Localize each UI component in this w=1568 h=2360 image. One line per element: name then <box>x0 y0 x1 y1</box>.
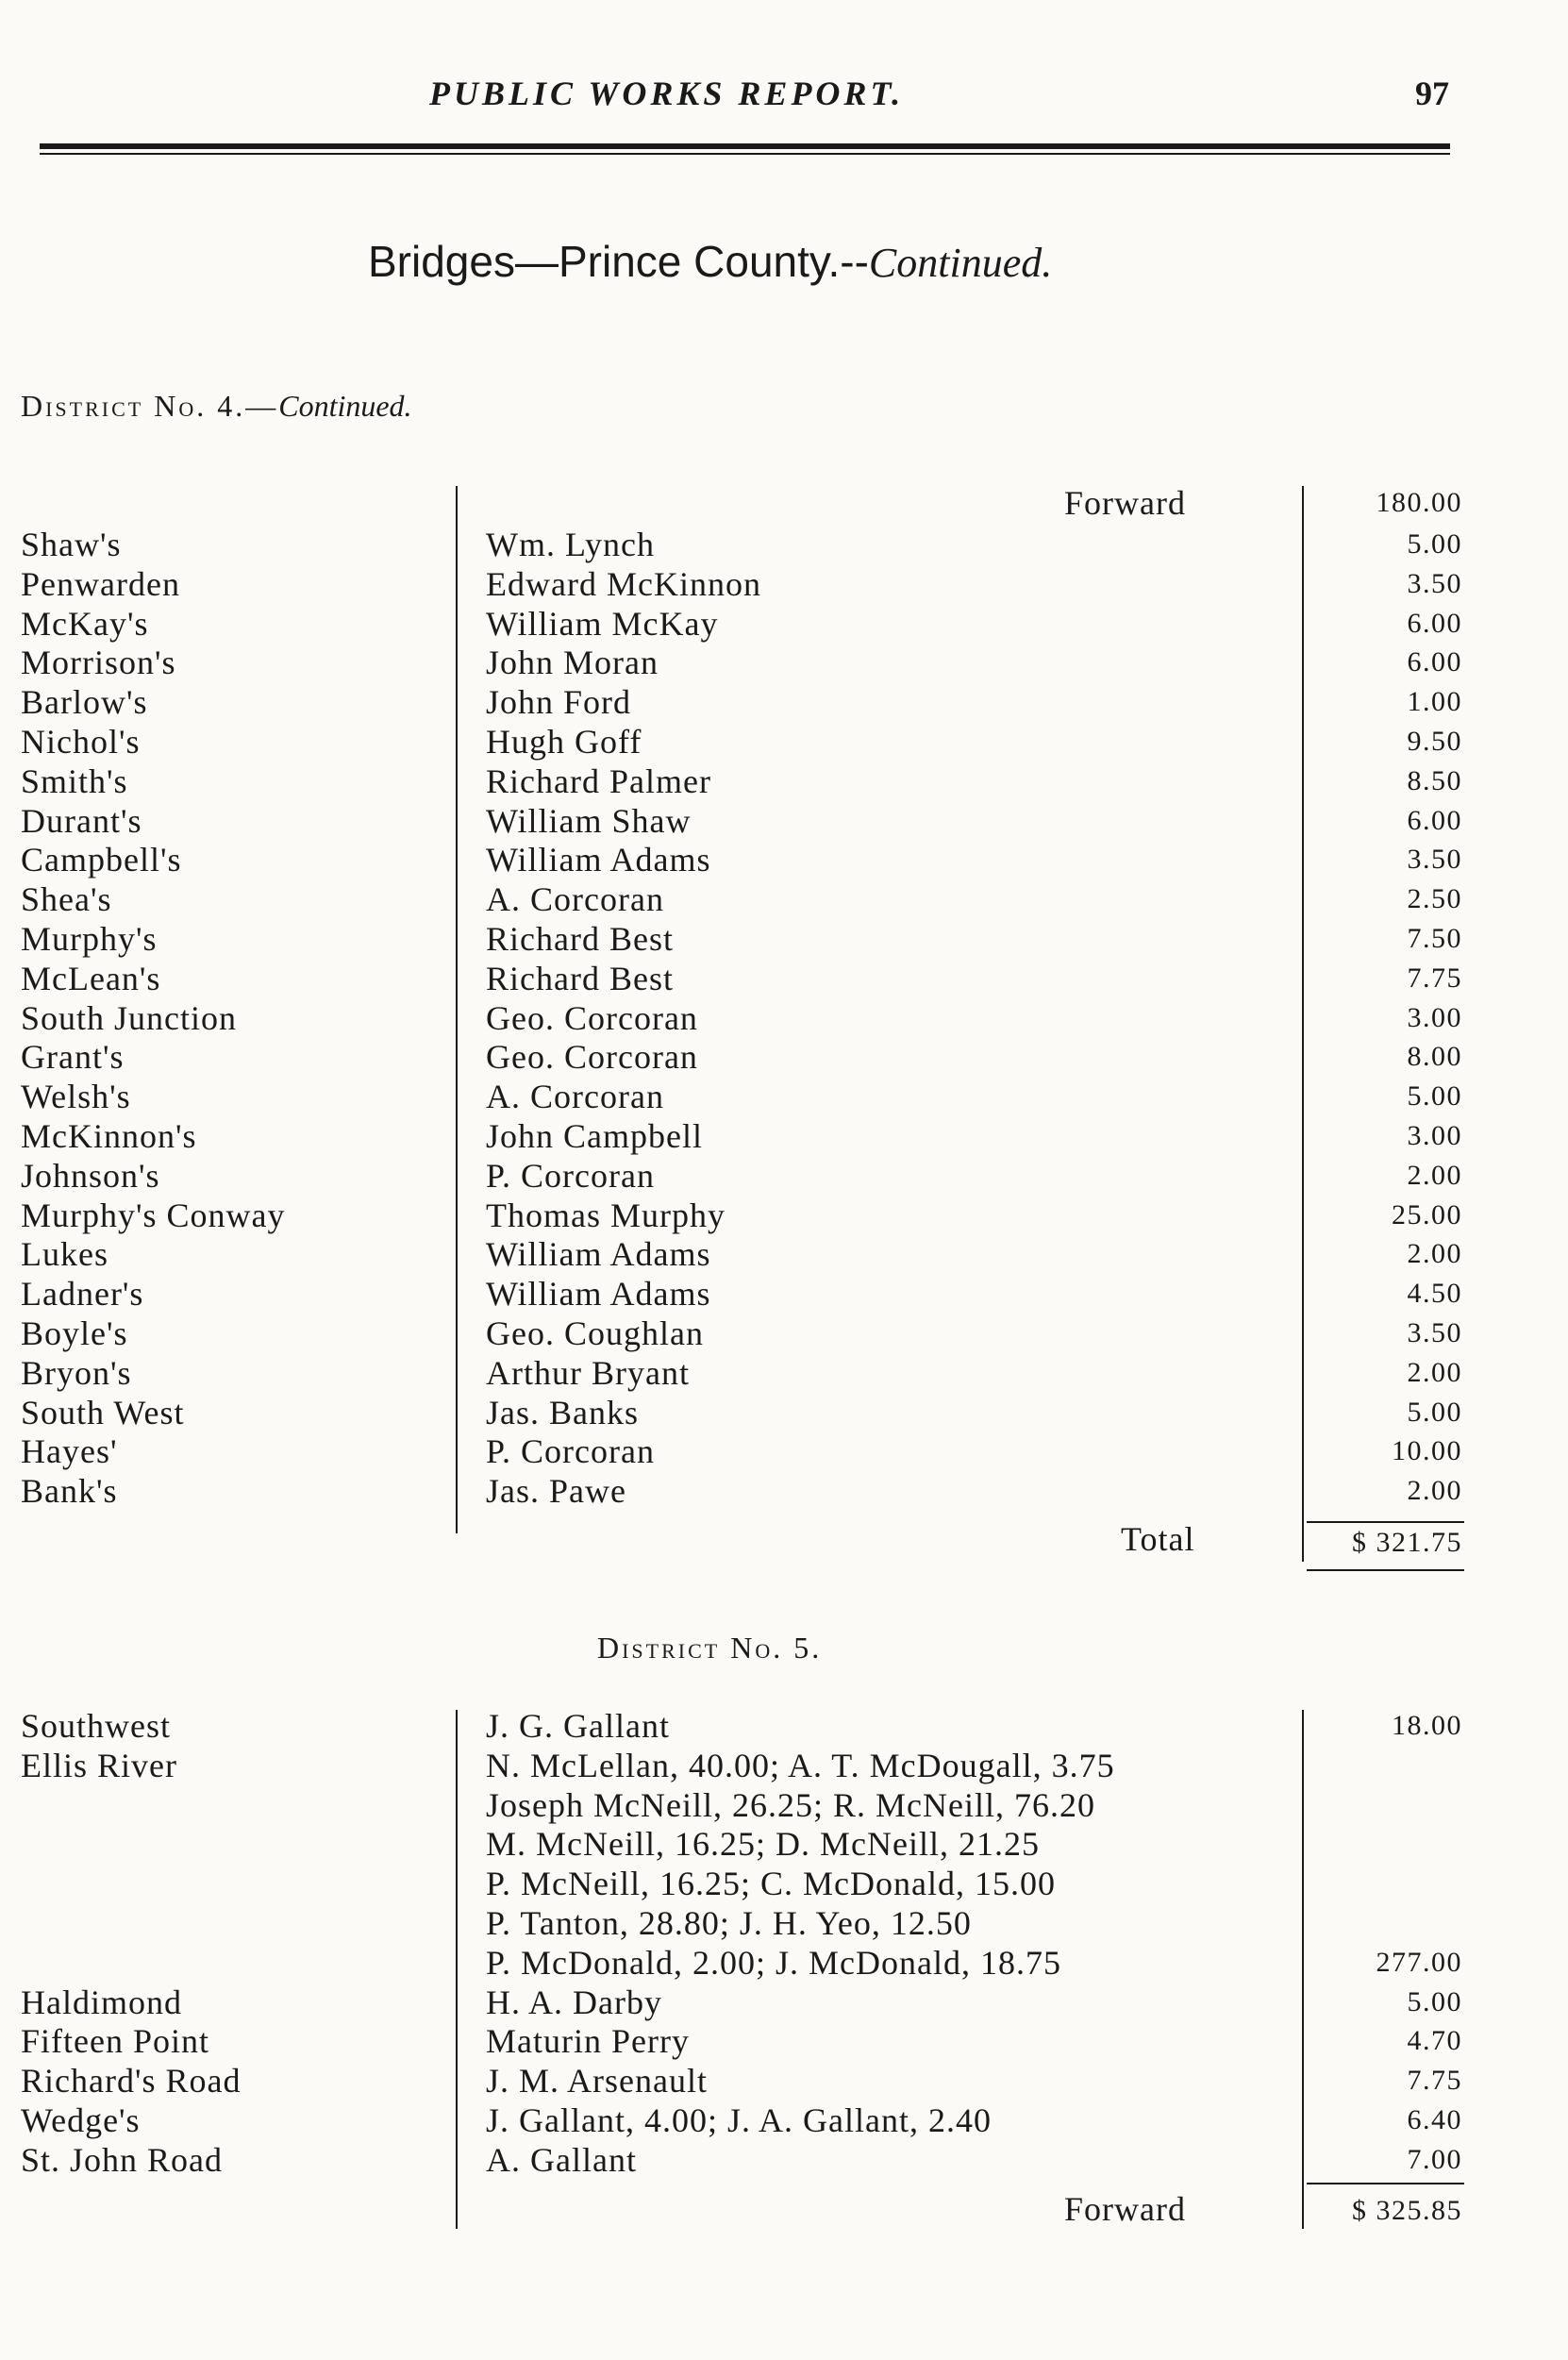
bridge-name: Smith's <box>21 762 128 800</box>
amount: 5.00 <box>1407 1396 1462 1428</box>
amount: 6.00 <box>1407 804 1462 836</box>
amount: 7.50 <box>1407 923 1462 954</box>
contractor-name: John Ford <box>486 683 632 722</box>
contractor-name: P. Tanton, 28.80; J. H. Yeo, 12.50 <box>486 1904 972 1942</box>
district-5-forward-label: Forward <box>1064 2190 1186 2228</box>
district-5-forward-amount: $ 325.85 <box>1352 2195 1462 2226</box>
bridge-name: Murphy's <box>21 920 158 958</box>
district-4-heading <box>21 389 412 424</box>
contractor-name: John Moran <box>486 644 659 682</box>
amount: 8.00 <box>1407 1041 1462 1073</box>
bridge-name: McLean's <box>21 959 161 997</box>
amount: 5.00 <box>1407 528 1462 560</box>
amount: 277.00 <box>1376 1946 1462 1978</box>
contractor-name: William Adams <box>486 1275 711 1314</box>
bridge-name: Morrison's <box>21 644 176 682</box>
title-italic: Continued. <box>868 240 1053 286</box>
district-5-heading-text: District No. 5. <box>597 1631 823 1665</box>
district-5-heading <box>597 1631 822 1665</box>
district-5-left-rule <box>456 1710 458 2229</box>
contractor-name: Wm. Lynch <box>486 526 655 563</box>
amount: 3.00 <box>1407 1001 1462 1033</box>
bridge-name: Shaw's <box>21 526 122 563</box>
bridge-name: McKay's <box>21 604 149 643</box>
amount: 2.00 <box>1407 1159 1462 1191</box>
contractor-name: P. Corcoran <box>486 1156 655 1195</box>
contractor-name: Richard Best <box>486 920 674 958</box>
amount: 18.00 <box>1392 1710 1462 1741</box>
bridge-name: Ladner's <box>21 1275 144 1314</box>
bridge-name: Penwarden <box>21 564 180 603</box>
amount: 2.00 <box>1407 1356 1462 1388</box>
bridge-name: Welsh's <box>21 1078 131 1116</box>
contractor-name: John Campbell <box>486 1117 703 1155</box>
page-number: 97 <box>1415 75 1449 112</box>
amount: 8.50 <box>1407 764 1462 796</box>
bridge-name: Campbell's <box>21 841 182 879</box>
running-title: PUBLIC WORKS REPORT. <box>429 75 905 112</box>
bridge-name: Ellis River <box>21 1746 177 1784</box>
contractor-name: P. McNeill, 16.25; C. McDonald, 15.00 <box>486 1865 1056 1903</box>
district-4-total-amount: $ 321.75 <box>1352 1527 1462 1558</box>
contractor-name: Hugh Goff <box>486 723 642 761</box>
amount: 2.00 <box>1407 1238 1462 1270</box>
title-main: Bridges—Prince County.-- <box>368 237 869 286</box>
bridge-name: Grant's <box>21 1038 125 1077</box>
contractor-name: N. McLellan, 40.00; A. T. McDougall, 3.75 <box>486 1746 1115 1784</box>
header-rule-thin <box>40 153 1450 155</box>
contractor-name: Maturin Perry <box>486 2022 690 2061</box>
contractor-name: A. Corcoran <box>486 1078 664 1116</box>
contractor-name: Richard Best <box>486 959 674 997</box>
bridge-name: Wedge's <box>21 2101 141 2139</box>
amount: 7.00 <box>1407 2143 1462 2175</box>
district-4-heading-italic: Continued. <box>278 389 412 423</box>
amount: 1.00 <box>1407 686 1462 718</box>
contractor-name: Jas. Banks <box>486 1393 639 1431</box>
bridge-name: Johnson's <box>21 1156 160 1195</box>
district-5-forward-rule <box>1307 2183 1464 2184</box>
bridge-name: South West <box>21 1393 185 1431</box>
amount: 7.75 <box>1407 962 1462 994</box>
amount: 6.00 <box>1407 646 1462 678</box>
bridge-name: Bryon's <box>21 1353 132 1392</box>
district-4-total-underline <box>1307 1569 1464 1571</box>
amount: 4.70 <box>1407 2025 1462 2057</box>
bridge-name: Shea's <box>21 880 112 919</box>
contractor-name: William Adams <box>486 1235 711 1274</box>
header-rule <box>40 143 1450 149</box>
contractor-name: H. A. Darby <box>486 1983 662 2021</box>
district-4-left-rule <box>456 486 458 1533</box>
bridge-name: Haldimond <box>21 1983 182 2021</box>
district-4-forward-amount: 180.00 <box>1376 487 1462 518</box>
amount: 10.00 <box>1392 1435 1462 1467</box>
district-4-total-rule <box>1307 1521 1464 1523</box>
page-title <box>368 236 1052 287</box>
amount: 9.50 <box>1407 726 1462 757</box>
district-4-heading-text: District No. 4.— <box>21 389 279 423</box>
amount: 4.50 <box>1407 1278 1462 1310</box>
contractor-name: Geo. Coughlan <box>486 1314 704 1352</box>
amount: 6.40 <box>1407 2104 1462 2135</box>
bridge-name: Durant's <box>21 801 142 840</box>
contractor-name: Joseph McNeill, 26.25; R. McNeill, 76.20 <box>486 1785 1095 1824</box>
bridge-name: St. John Road <box>21 2140 224 2179</box>
bridge-name: McKinnon's <box>21 1117 197 1155</box>
bridge-name: Nichol's <box>21 723 141 761</box>
contractor-name: Richard Palmer <box>486 762 711 800</box>
district-5-right-rule <box>1302 1710 1304 2229</box>
bridge-name: Lukes <box>21 1235 108 1274</box>
contractor-name: P. McDonald, 2.00; J. McDonald, 18.75 <box>486 1943 1061 1982</box>
amount: 3.50 <box>1407 844 1462 876</box>
contractor-name: William Adams <box>486 841 711 879</box>
bridge-name: Boyle's <box>21 1314 128 1352</box>
amount: 2.50 <box>1407 883 1462 915</box>
district-4-right-rule <box>1302 486 1304 1562</box>
contractor-name: P. Corcoran <box>486 1432 655 1471</box>
amount: 2.00 <box>1407 1475 1462 1507</box>
bridge-name: Richard's Road <box>21 2062 242 2101</box>
amount: 5.00 <box>1407 1985 1462 2017</box>
contractor-name: A. Corcoran <box>486 880 664 919</box>
contractor-name: J. M. Arsenault <box>486 2062 708 2101</box>
contractor-name: Jas. Pawe <box>486 1472 626 1511</box>
contractor-name: Edward McKinnon <box>486 564 761 603</box>
bridge-name: Hayes' <box>21 1432 118 1471</box>
amount: 3.50 <box>1407 1317 1462 1348</box>
contractor-name: M. McNeill, 16.25; D. McNeill, 21.25 <box>486 1825 1040 1864</box>
amount: 7.75 <box>1407 2065 1462 2097</box>
contractor-name: Geo. Corcoran <box>486 998 698 1037</box>
amount: 6.00 <box>1407 607 1462 639</box>
bridge-name: Southwest <box>21 1707 172 1745</box>
contractor-name: J. Gallant, 4.00; J. A. Gallant, 2.40 <box>486 2101 992 2139</box>
amount: 3.50 <box>1407 567 1462 599</box>
contractor-name: J. G. Gallant <box>486 1707 670 1745</box>
contractor-name: Thomas Murphy <box>486 1196 726 1234</box>
amount: 5.00 <box>1407 1080 1462 1113</box>
district-4-total-label: Total <box>1121 1520 1195 1558</box>
contractor-name: Arthur Bryant <box>486 1353 690 1392</box>
contractor-name: Geo. Corcoran <box>486 1038 698 1077</box>
bridge-name: Bank's <box>21 1472 118 1511</box>
contractor-name: A. Gallant <box>486 2140 637 2179</box>
amount: 25.00 <box>1392 1198 1462 1230</box>
bridge-name: Murphy's Conway <box>21 1196 286 1234</box>
bridge-name: Fifteen Point <box>21 2022 209 2061</box>
bridge-name: South Junction <box>21 998 238 1037</box>
contractor-name: William McKay <box>486 604 719 643</box>
bridge-name: Barlow's <box>21 683 148 722</box>
amount: 3.00 <box>1407 1120 1462 1151</box>
district-4-forward-label: Forward <box>1064 484 1186 522</box>
contractor-name: William Shaw <box>486 801 692 840</box>
